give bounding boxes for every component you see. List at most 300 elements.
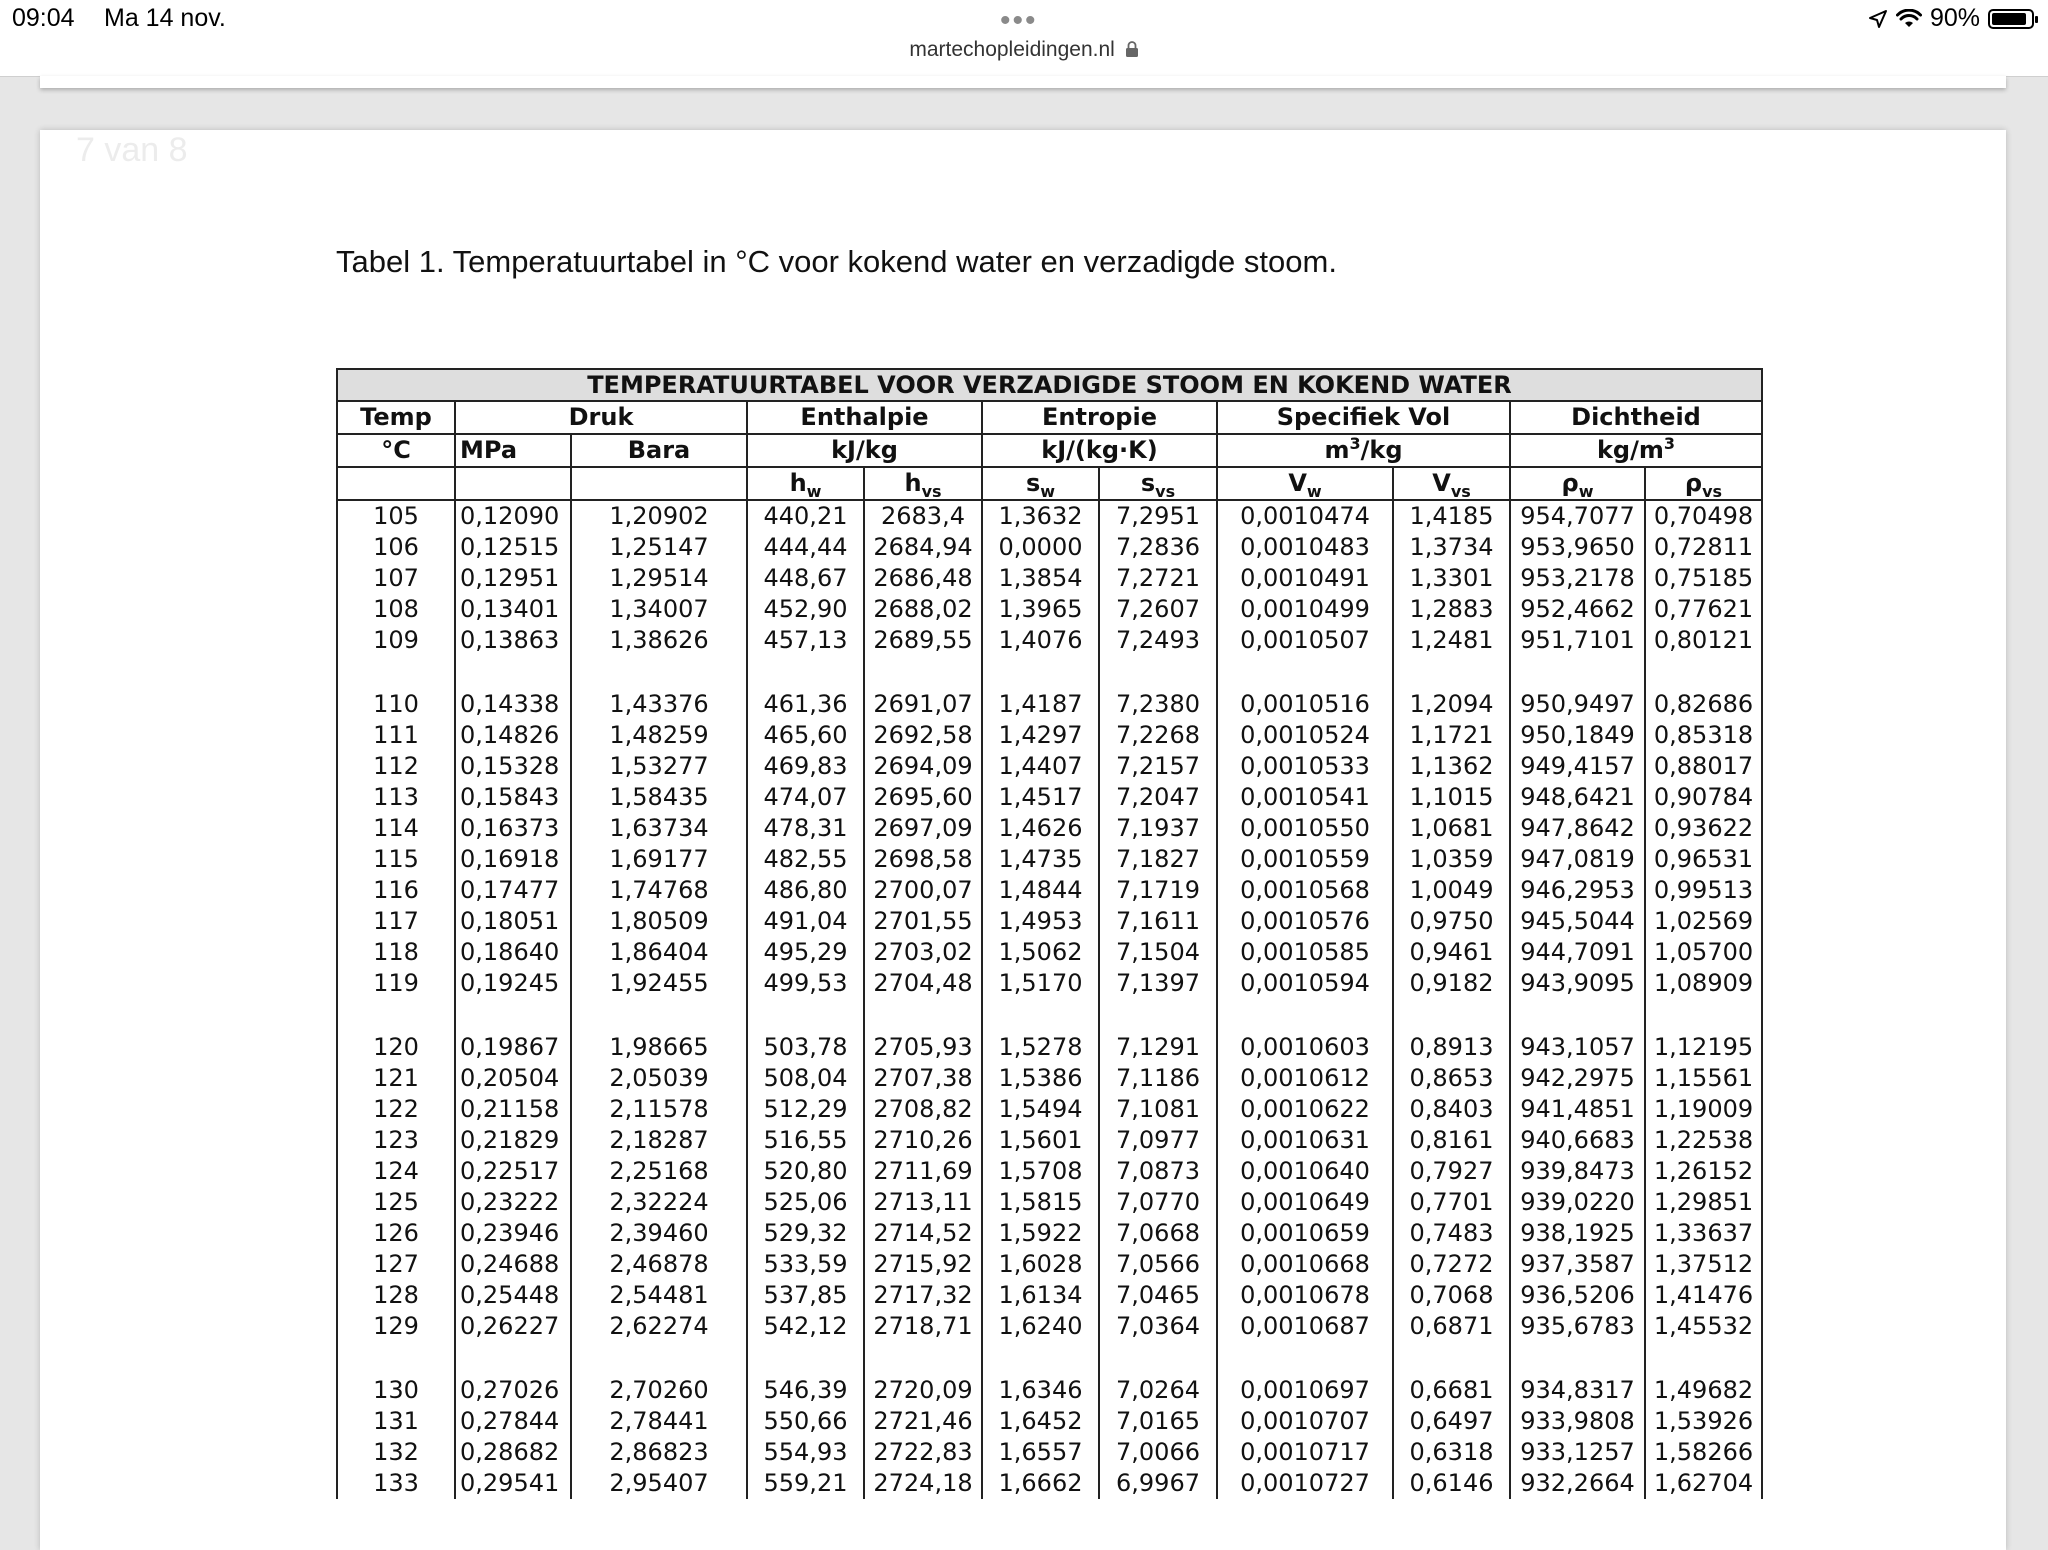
table-cell: 0,0010594 <box>1217 968 1393 999</box>
table-cell: 948,6421 <box>1510 782 1645 813</box>
table-cell: 0,0010659 <box>1217 1218 1393 1249</box>
table-cell: 525,06 <box>747 1187 864 1218</box>
table-cell: 1,48259 <box>571 720 747 751</box>
unit-bara: Bara <box>571 434 747 467</box>
table-cell: 2705,93 <box>864 1032 982 1063</box>
table-cell: 2713,11 <box>864 1187 982 1218</box>
table-cell: 1,29514 <box>571 563 747 594</box>
spacer-cell <box>455 656 571 689</box>
table-cell: 1,0681 <box>1393 813 1510 844</box>
table-cell: 7,1186 <box>1099 1063 1217 1094</box>
table-cell: 7,2047 <box>1099 782 1217 813</box>
status-time: 09:04 <box>12 4 75 32</box>
spacer-cell <box>1645 999 1762 1032</box>
table-cell: 1,63734 <box>571 813 747 844</box>
table-cell: 2,95407 <box>571 1468 747 1499</box>
table-cell: 1,1015 <box>1393 782 1510 813</box>
table-cell: 7,0770 <box>1099 1187 1217 1218</box>
symbol-svs: $s_{vs}$ <box>1099 467 1217 500</box>
table-cell: 109 <box>337 625 455 656</box>
table-cell: 113 <box>337 782 455 813</box>
table-cell: 114 <box>337 813 455 844</box>
symbol-rho-w: $\rho_w$ <box>1510 467 1645 500</box>
spacer-row <box>337 656 1762 689</box>
table-cell: 0,6146 <box>1393 1468 1510 1499</box>
table-cell: 0,17477 <box>455 875 571 906</box>
table-cell: 1,34007 <box>571 594 747 625</box>
more-dots-icon[interactable]: ••• <box>1000 4 1038 37</box>
table-cell: 7,0668 <box>1099 1218 1217 1249</box>
table-cell: 0,27844 <box>455 1406 571 1437</box>
table-cell: 0,9750 <box>1393 906 1510 937</box>
table-cell: 2704,48 <box>864 968 982 999</box>
table-cell: 1,62704 <box>1645 1468 1762 1499</box>
table-cell: 0,0010707 <box>1217 1406 1393 1437</box>
spacer-cell <box>1217 999 1393 1032</box>
table-cell: 0,0010717 <box>1217 1437 1393 1468</box>
table-cell: 108 <box>337 594 455 625</box>
table-row <box>337 782 1762 813</box>
table-cell: 2689,55 <box>864 625 982 656</box>
table-cell: 2683,4 <box>864 500 982 532</box>
table-cell: 119 <box>337 968 455 999</box>
table-cell: 0,6497 <box>1393 1406 1510 1437</box>
table-cell: 495,29 <box>747 937 864 968</box>
table-cell: 939,0220 <box>1510 1187 1645 1218</box>
table-cell: 932,2664 <box>1510 1468 1645 1499</box>
table-cell: 0,0010533 <box>1217 751 1393 782</box>
table-cell: 0,0010727 <box>1217 1468 1393 1499</box>
table-cell: 0,19867 <box>455 1032 571 1063</box>
table-cell: 106 <box>337 532 455 563</box>
document-page <box>40 130 2006 1550</box>
table-cell: 1,1721 <box>1393 720 1510 751</box>
symbol-hw: $h_w$ <box>747 467 864 500</box>
table-cell: 122 <box>337 1094 455 1125</box>
table-cell: 0,0010622 <box>1217 1094 1393 1125</box>
spacer-cell <box>747 999 864 1032</box>
table-cell: 943,1057 <box>1510 1032 1645 1063</box>
table-cell: 0,20504 <box>455 1063 571 1094</box>
spacer-cell <box>1510 1342 1645 1375</box>
table-cell: 0,0010668 <box>1217 1249 1393 1280</box>
table-cell: 2,46878 <box>571 1249 747 1280</box>
header-enthalpie: Enthalpie <box>747 401 982 434</box>
table-cell: 1,43376 <box>571 689 747 720</box>
table-cell: 120 <box>337 1032 455 1063</box>
table-cell: 0,0010483 <box>1217 532 1393 563</box>
table-cell: 7,1291 <box>1099 1032 1217 1063</box>
table-cell: 0,77621 <box>1645 594 1762 625</box>
table-caption: Tabel 1. Temperatuurtabel in °C voor kokend water en verzadigde stoom. <box>336 244 1337 279</box>
symbol-hvs: $h_{vs}$ <box>864 467 982 500</box>
table-cell: 0,0010550 <box>1217 813 1393 844</box>
spacer-cell <box>982 1342 1099 1375</box>
header-temp: Temp <box>337 401 455 434</box>
table-cell: 1,5922 <box>982 1218 1099 1249</box>
table-cell: 1,86404 <box>571 937 747 968</box>
table-cell: 1,26152 <box>1645 1156 1762 1187</box>
table-cell: 1,29851 <box>1645 1187 1762 1218</box>
table-cell: 0,0010507 <box>1217 625 1393 656</box>
table-cell: 954,7077 <box>1510 500 1645 532</box>
table-cell: 0,96531 <box>1645 844 1762 875</box>
spacer-cell <box>571 1342 747 1375</box>
table-cell: 1,53926 <box>1645 1406 1762 1437</box>
table-cell: 2684,94 <box>864 532 982 563</box>
table-cell: 1,4076 <box>982 625 1099 656</box>
table-cell: 512,29 <box>747 1094 864 1125</box>
spacer-cell <box>1099 656 1217 689</box>
table-cell: 0,13863 <box>455 625 571 656</box>
table-cell: 2,86823 <box>571 1437 747 1468</box>
status-bar <box>0 0 2048 77</box>
table-cell: 1,5494 <box>982 1094 1099 1125</box>
table-cell: 7,0873 <box>1099 1156 1217 1187</box>
table-cell: 1,4626 <box>982 813 1099 844</box>
location-arrow-icon <box>1868 9 1888 29</box>
spacer-cell <box>337 1342 455 1375</box>
header-entropie: Entropie <box>982 401 1217 434</box>
table-cell: 2686,48 <box>864 563 982 594</box>
table-cell: 0,0010516 <box>1217 689 1393 720</box>
table-cell: 107 <box>337 563 455 594</box>
table-cell: 112 <box>337 751 455 782</box>
table-cell: 110 <box>337 689 455 720</box>
table-cell: 128 <box>337 1280 455 1311</box>
table-cell: 0,24688 <box>455 1249 571 1280</box>
table-row <box>337 1406 1762 1437</box>
table-cell: 465,60 <box>747 720 864 751</box>
table-cell: 0,0010499 <box>1217 594 1393 625</box>
spacer-cell <box>1510 656 1645 689</box>
table-row <box>337 689 1762 720</box>
table-cell: 0,75185 <box>1645 563 1762 594</box>
table-cell: 7,0165 <box>1099 1406 1217 1437</box>
table-cell: 491,04 <box>747 906 864 937</box>
table-cell: 7,1611 <box>1099 906 1217 937</box>
table-cell: 2691,07 <box>864 689 982 720</box>
unit-mpa: MPa <box>455 434 571 467</box>
table-cell: 0,0010640 <box>1217 1156 1393 1187</box>
table-cell: 1,5815 <box>982 1187 1099 1218</box>
table-cell: 1,6028 <box>982 1249 1099 1280</box>
table-row <box>337 1218 1762 1249</box>
table-cell: 1,2883 <box>1393 594 1510 625</box>
table-cell: 0,80121 <box>1645 625 1762 656</box>
spacer-cell <box>1510 999 1645 1032</box>
table-cell: 1,20902 <box>571 500 747 532</box>
table-cell: 520,80 <box>747 1156 864 1187</box>
table-cell: 7,1397 <box>1099 968 1217 999</box>
table-cell: 1,3854 <box>982 563 1099 594</box>
table-cell: 0,29541 <box>455 1468 571 1499</box>
table-cell: 949,4157 <box>1510 751 1645 782</box>
table-cell: 2708,82 <box>864 1094 982 1125</box>
table-cell: 124 <box>337 1156 455 1187</box>
table-cell: 2,11578 <box>571 1094 747 1125</box>
table-cell: 546,39 <box>747 1375 864 1406</box>
table-cell: 2694,09 <box>864 751 982 782</box>
table-cell: 482,55 <box>747 844 864 875</box>
table-cell: 1,1362 <box>1393 751 1510 782</box>
table-cell: 0,0010631 <box>1217 1125 1393 1156</box>
url-text: martechopleidingen.nl <box>909 38 1115 61</box>
spacer-cell <box>747 1342 864 1375</box>
spacer-cell <box>982 656 1099 689</box>
table-cell: 0,0010678 <box>1217 1280 1393 1311</box>
table-cell: 1,37512 <box>1645 1249 1762 1280</box>
spacer-cell <box>571 999 747 1032</box>
table-cell: 0,6681 <box>1393 1375 1510 1406</box>
table-row <box>337 625 1762 656</box>
unit-entropie: kJ/(kg·K) <box>982 434 1217 467</box>
table-row <box>337 1156 1762 1187</box>
table-cell: 1,74768 <box>571 875 747 906</box>
table-cell: 452,90 <box>747 594 864 625</box>
table-cell: 0,0010612 <box>1217 1063 1393 1094</box>
table-cell: 117 <box>337 906 455 937</box>
table-cell: 2,62274 <box>571 1311 747 1342</box>
table-cell: 1,6346 <box>982 1375 1099 1406</box>
table-cell: 7,1937 <box>1099 813 1217 844</box>
table-cell: 2700,07 <box>864 875 982 906</box>
spacer-cell <box>1217 656 1393 689</box>
table-cell: 1,5278 <box>982 1032 1099 1063</box>
table-cell: 1,2481 <box>1393 625 1510 656</box>
table-cell: 444,44 <box>747 532 864 563</box>
table-cell: 440,21 <box>747 500 864 532</box>
table-cell: 0,0010687 <box>1217 1311 1393 1342</box>
table-cell: 0,0010559 <box>1217 844 1393 875</box>
table-cell: 2722,83 <box>864 1437 982 1468</box>
table-cell: 461,36 <box>747 689 864 720</box>
spacer-cell <box>1393 999 1510 1032</box>
table-cell: 7,1081 <box>1099 1094 1217 1125</box>
table-cell: 2,78441 <box>571 1406 747 1437</box>
unit-specifiek-vol: $m^3/kg$ <box>1217 434 1510 467</box>
table-cell: 550,66 <box>747 1406 864 1437</box>
table-cell: 1,4844 <box>982 875 1099 906</box>
table-cell: 474,07 <box>747 782 864 813</box>
table-cell: 559,21 <box>747 1468 864 1499</box>
spacer-cell <box>747 656 864 689</box>
table-cell: 0,12515 <box>455 532 571 563</box>
table-cell: 7,0364 <box>1099 1311 1217 1342</box>
spacer-row <box>337 1342 1762 1375</box>
header-specifiek-vol: Specifiek Vol <box>1217 401 1510 434</box>
table-cell: 0,13401 <box>455 594 571 625</box>
table-cell: 0,12951 <box>455 563 571 594</box>
table-cell: 1,6557 <box>982 1437 1099 1468</box>
table-cell: 0,0010541 <box>1217 782 1393 813</box>
symbol-empty <box>337 467 455 500</box>
table-cell: 2715,92 <box>864 1249 982 1280</box>
table-cell: 0,0010524 <box>1217 720 1393 751</box>
table-cell: 486,80 <box>747 875 864 906</box>
table-row <box>337 532 1762 563</box>
table-cell: 0,7272 <box>1393 1249 1510 1280</box>
spacer-cell <box>1393 1342 1510 1375</box>
table-cell: 0,0010697 <box>1217 1375 1393 1406</box>
table-cell: 2718,71 <box>864 1311 982 1342</box>
table-cell: 2701,55 <box>864 906 982 937</box>
table-row <box>337 594 1762 625</box>
table-cell: 2697,09 <box>864 813 982 844</box>
table-cell: 2,25168 <box>571 1156 747 1187</box>
table-cell: 126 <box>337 1218 455 1249</box>
table-cell: 1,41476 <box>1645 1280 1762 1311</box>
steam-table <box>336 368 1763 1499</box>
table-cell: 2721,46 <box>864 1406 982 1437</box>
unit-temp: °C <box>337 434 455 467</box>
table-cell: 111 <box>337 720 455 751</box>
table-cell: 125 <box>337 1187 455 1218</box>
table-cell: 542,12 <box>747 1311 864 1342</box>
table-cell: 7,2493 <box>1099 625 1217 656</box>
table-cell: 457,13 <box>747 625 864 656</box>
table-cell: 1,02569 <box>1645 906 1762 937</box>
table-cell: 1,05700 <box>1645 937 1762 968</box>
table-row <box>337 937 1762 968</box>
table-cell: 2710,26 <box>864 1125 982 1156</box>
table-row <box>337 720 1762 751</box>
battery-percentage: 90% <box>1929 4 1980 32</box>
table-cell: 936,5206 <box>1510 1280 1645 1311</box>
table-cell: 1,4187 <box>982 689 1099 720</box>
table-cell: 0,9461 <box>1393 937 1510 968</box>
table-cell: 0,15843 <box>455 782 571 813</box>
spacer-cell <box>571 656 747 689</box>
table-cell: 2703,02 <box>864 937 982 968</box>
table-cell: 934,8317 <box>1510 1375 1645 1406</box>
table-cell: 105 <box>337 500 455 532</box>
table-cell: 7,2951 <box>1099 500 1217 532</box>
spacer-row <box>337 999 1762 1032</box>
table-cell: 1,58266 <box>1645 1437 1762 1468</box>
table-cell: 537,85 <box>747 1280 864 1311</box>
table-cell: 945,5044 <box>1510 906 1645 937</box>
table-cell: 1,4953 <box>982 906 1099 937</box>
table-cell: 0,8161 <box>1393 1125 1510 1156</box>
table-cell: 1,3632 <box>982 500 1099 532</box>
address-bar[interactable] <box>0 38 2048 62</box>
table-cell: 2711,69 <box>864 1156 982 1187</box>
table-cell: 0,93622 <box>1645 813 1762 844</box>
table-cell: 0,0010576 <box>1217 906 1393 937</box>
header-dichtheid: Dichtheid <box>1510 401 1762 434</box>
table-cell: 533,59 <box>747 1249 864 1280</box>
table-cell: 0,99513 <box>1645 875 1762 906</box>
spacer-cell <box>982 999 1099 1032</box>
table-cell: 7,2268 <box>1099 720 1217 751</box>
table-row <box>337 1437 1762 1468</box>
table-cell: 2720,09 <box>864 1375 982 1406</box>
table-cell: 0,12090 <box>455 500 571 532</box>
table-cell: 127 <box>337 1249 455 1280</box>
table-cell: 0,0010474 <box>1217 500 1393 532</box>
spacer-cell <box>455 999 571 1032</box>
table-cell: 2,70260 <box>571 1375 747 1406</box>
table-cell: 7,1827 <box>1099 844 1217 875</box>
table-cell: 132 <box>337 1437 455 1468</box>
spacer-cell <box>864 656 982 689</box>
table-cell: 529,32 <box>747 1218 864 1249</box>
table-title: TEMPERATUURTABEL VOOR VERZADIGDE STOOM EN KOKEND WATER <box>337 369 1762 401</box>
table-cell: 115 <box>337 844 455 875</box>
spacer-cell <box>1393 656 1510 689</box>
table-row <box>337 1063 1762 1094</box>
symbol-vw: $V_w$ <box>1217 467 1393 500</box>
table-cell: 7,0566 <box>1099 1249 1217 1280</box>
table-cell: 1,49682 <box>1645 1375 1762 1406</box>
table-row <box>337 1094 1762 1125</box>
table-cell: 951,7101 <box>1510 625 1645 656</box>
table-row <box>337 500 1762 532</box>
table-row <box>337 844 1762 875</box>
table-cell: 1,4407 <box>982 751 1099 782</box>
spacer-cell <box>1217 1342 1393 1375</box>
table-cell: 944,7091 <box>1510 937 1645 968</box>
table-cell: 1,19009 <box>1645 1094 1762 1125</box>
spacer-cell <box>1645 656 1762 689</box>
table-cell: 2688,02 <box>864 594 982 625</box>
spacer-cell <box>337 999 455 1032</box>
table-cell: 935,6783 <box>1510 1311 1645 1342</box>
table-cell: 950,1849 <box>1510 720 1645 751</box>
table-cell: 7,2721 <box>1099 563 1217 594</box>
table-cell: 0,82686 <box>1645 689 1762 720</box>
table-row <box>337 1032 1762 1063</box>
table-cell: 0,7068 <box>1393 1280 1510 1311</box>
table-cell: 2,54481 <box>571 1280 747 1311</box>
spacer-cell <box>1645 1342 1762 1375</box>
table-cell: 7,0264 <box>1099 1375 1217 1406</box>
header-druk: Druk <box>455 401 747 434</box>
table-cell: 0,25448 <box>455 1280 571 1311</box>
spacer-cell <box>1099 1342 1217 1375</box>
table-cell: 0,0010603 <box>1217 1032 1393 1063</box>
symbol-rho-vs: $\rho_{vs}$ <box>1645 467 1762 500</box>
table-cell: 129 <box>337 1311 455 1342</box>
table-cell: 503,78 <box>747 1032 864 1063</box>
table-cell: 0,0010585 <box>1217 937 1393 968</box>
table-cell: 116 <box>337 875 455 906</box>
table-cell: 123 <box>337 1125 455 1156</box>
table-cell: 1,6452 <box>982 1406 1099 1437</box>
table-cell: 1,5386 <box>982 1063 1099 1094</box>
table-cell: 0,70498 <box>1645 500 1762 532</box>
table-cell: 0,16373 <box>455 813 571 844</box>
table-cell: 2,05039 <box>571 1063 747 1094</box>
table-row <box>337 1187 1762 1218</box>
table-cell: 1,0049 <box>1393 875 1510 906</box>
table-cell: 1,5062 <box>982 937 1099 968</box>
table-cell: 0,15328 <box>455 751 571 782</box>
spacer-cell <box>1099 999 1217 1032</box>
table-cell: 947,8642 <box>1510 813 1645 844</box>
table-cell: 7,1504 <box>1099 937 1217 968</box>
table-cell: 0,21158 <box>455 1094 571 1125</box>
table-cell: 2698,58 <box>864 844 982 875</box>
table-cell: 1,33637 <box>1645 1218 1762 1249</box>
table-cell: 1,58435 <box>571 782 747 813</box>
table-cell: 937,3587 <box>1510 1249 1645 1280</box>
table-cell: 1,38626 <box>571 625 747 656</box>
table-row <box>337 1468 1762 1499</box>
table-cell: 1,6662 <box>982 1468 1099 1499</box>
spacer-cell <box>455 1342 571 1375</box>
